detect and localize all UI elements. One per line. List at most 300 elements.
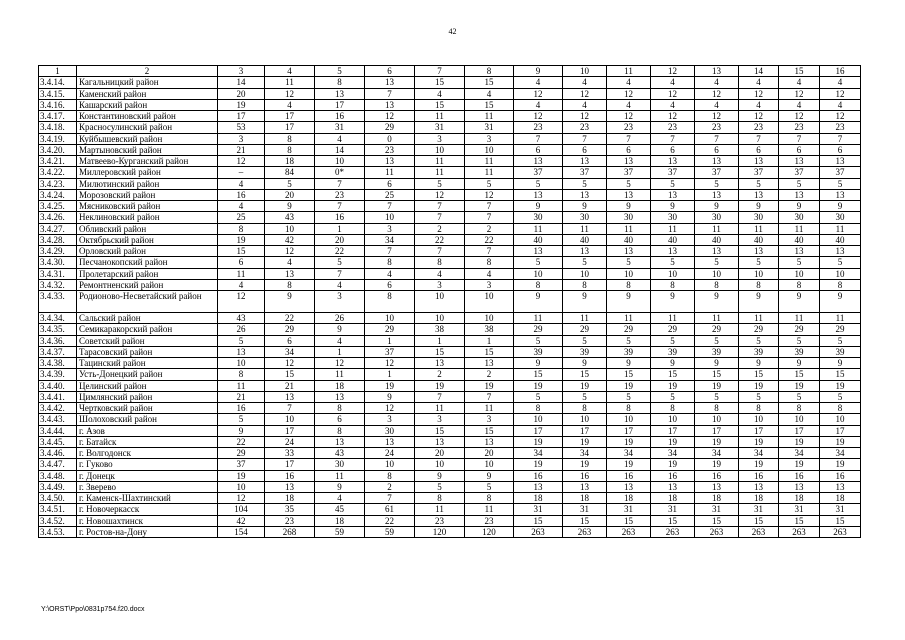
value-cell: 15 [265, 369, 315, 380]
value-cell: 34 [265, 346, 315, 357]
value-cell: 1 [365, 335, 415, 346]
table-row [39, 234, 861, 245]
value-cell: 3 [465, 414, 514, 425]
table-row [39, 335, 861, 346]
value-cell: 13 [365, 156, 415, 167]
value-cell: 19 [415, 380, 465, 391]
district-name: Усть-Донецкий район [77, 369, 218, 380]
value-cell: 15 [820, 515, 861, 526]
value-cell: 3 [365, 414, 415, 425]
value-cell: 34 [365, 234, 415, 245]
value-cell: 11 [695, 223, 739, 234]
table-row [39, 144, 861, 155]
value-cell: 22 [265, 313, 315, 324]
value-cell: 12 [514, 88, 563, 99]
value-cell: 12 [779, 88, 820, 99]
value-cell: 31 [739, 504, 779, 515]
value-cell: 13 [563, 156, 607, 167]
column-number-header: 16 [820, 66, 861, 77]
value-cell: 7 [415, 246, 465, 257]
value-cell: 4 [315, 133, 365, 144]
value-cell: 38 [415, 324, 465, 335]
value-cell: 10 [695, 414, 739, 425]
value-cell: 1 [415, 335, 465, 346]
value-cell: 8 [695, 279, 739, 290]
value-cell: 34 [779, 448, 820, 459]
value-cell: 9 [218, 425, 265, 436]
row-code: 3.4.22. [39, 167, 77, 178]
value-cell: 45 [315, 504, 365, 515]
table-row [39, 459, 861, 470]
value-cell: 11 [465, 167, 514, 178]
value-cell: 7 [465, 212, 514, 223]
value-cell: 13 [514, 481, 563, 492]
value-cell: 10 [365, 212, 415, 223]
value-cell: 37 [820, 167, 861, 178]
value-cell: 10 [651, 268, 695, 279]
value-cell: 7 [415, 212, 465, 223]
table-row [39, 257, 861, 268]
value-cell: 15 [779, 515, 820, 526]
value-cell: 12 [695, 88, 739, 99]
value-cell: 7 [607, 133, 651, 144]
row-code: 3.4.46. [39, 448, 77, 459]
district-name: Песчанокопский район [77, 257, 218, 268]
value-cell: 20 [265, 189, 315, 200]
value-cell: 12 [265, 246, 315, 257]
value-cell: 5 [563, 178, 607, 189]
table-row [39, 448, 861, 459]
value-cell: 7 [695, 133, 739, 144]
value-cell: 13 [607, 481, 651, 492]
value-cell: 12 [265, 358, 315, 369]
value-cell: 5 [415, 178, 465, 189]
row-code: 3.4.28. [39, 234, 77, 245]
value-cell: 11 [365, 167, 415, 178]
value-cell: 17 [265, 459, 315, 470]
column-number-header: 2 [77, 66, 218, 77]
value-cell: 8 [651, 279, 695, 290]
value-cell: 15 [415, 346, 465, 357]
value-cell: 5 [563, 257, 607, 268]
value-cell: 19 [695, 459, 739, 470]
value-cell: 10 [695, 268, 739, 279]
value-cell: 5 [651, 178, 695, 189]
column-number-header: 14 [739, 66, 779, 77]
row-code: 3.4.38. [39, 358, 77, 369]
value-cell: 9 [820, 201, 861, 212]
value-cell: 19 [820, 459, 861, 470]
value-cell: 30 [514, 212, 563, 223]
value-cell: 6 [315, 414, 365, 425]
district-name: г. Донецк [77, 470, 218, 481]
value-cell: 13 [265, 481, 315, 492]
value-cell: 4 [218, 178, 265, 189]
value-cell: 9 [607, 291, 651, 313]
value-cell: 12 [365, 358, 415, 369]
value-cell: 37 [779, 167, 820, 178]
value-cell: 13 [563, 189, 607, 200]
column-number-header: 4 [265, 66, 315, 77]
value-cell: 18 [265, 156, 315, 167]
value-cell: 6 [651, 144, 695, 155]
value-cell: 9 [607, 201, 651, 212]
table-row [39, 526, 861, 537]
table-row [39, 324, 861, 335]
value-cell: 59 [365, 526, 415, 537]
value-cell: 15 [607, 369, 651, 380]
value-cell: 16 [739, 470, 779, 481]
value-cell: 23 [739, 122, 779, 133]
value-cell: 7 [651, 133, 695, 144]
value-cell: 7 [820, 133, 861, 144]
row-code: 3.4.20. [39, 144, 77, 155]
value-cell: 8 [465, 493, 514, 504]
district-name: г. Ростов-на-Дону [77, 526, 218, 537]
value-cell: 12 [218, 156, 265, 167]
district-name: Чертковский район [77, 403, 218, 414]
value-cell: 21 [218, 391, 265, 402]
row-code: 3.4.33. [39, 291, 77, 313]
value-cell: 6 [779, 144, 820, 155]
value-cell: 3 [365, 223, 415, 234]
table-row [39, 470, 861, 481]
value-cell: 7 [779, 133, 820, 144]
value-cell: 10 [820, 268, 861, 279]
value-cell: 4 [563, 99, 607, 110]
value-cell: 3 [465, 133, 514, 144]
value-cell: 5 [514, 391, 563, 402]
value-cell: 13 [695, 481, 739, 492]
value-cell: 20 [315, 234, 365, 245]
value-cell: 5 [465, 178, 514, 189]
value-cell: 13 [695, 189, 739, 200]
value-cell: 9 [365, 391, 415, 402]
value-cell: 10 [218, 481, 265, 492]
value-cell: 9 [563, 291, 607, 313]
value-cell: 10 [739, 268, 779, 279]
value-cell: 10 [415, 459, 465, 470]
value-cell: 10 [415, 144, 465, 155]
value-cell: 23 [563, 122, 607, 133]
footer-file-path: Y:\ORST\Ppo\0831p754.f20.docx [41, 606, 145, 613]
value-cell: 19 [695, 380, 739, 391]
value-cell: 7 [465, 201, 514, 212]
value-cell: 13 [739, 481, 779, 492]
value-cell: 2 [465, 223, 514, 234]
value-cell: 9 [779, 201, 820, 212]
district-name: г. Волгодонск [77, 448, 218, 459]
value-cell: 17 [779, 425, 820, 436]
value-cell: 9 [820, 291, 861, 313]
column-number-header: 15 [779, 66, 820, 77]
value-cell: 10 [265, 414, 315, 425]
value-cell: 43 [265, 212, 315, 223]
value-cell: 19 [739, 380, 779, 391]
value-cell: 263 [820, 526, 861, 537]
value-cell: 15 [415, 425, 465, 436]
value-cell: 13 [365, 77, 415, 88]
value-cell: 19 [563, 436, 607, 447]
value-cell: 29 [695, 324, 739, 335]
value-cell: 15 [563, 515, 607, 526]
table-row [39, 481, 861, 492]
value-cell: 263 [695, 526, 739, 537]
value-cell: 23 [779, 122, 820, 133]
value-cell: 4 [465, 88, 514, 99]
value-cell: 9 [514, 358, 563, 369]
value-cell: 8 [779, 279, 820, 290]
value-cell: 5 [820, 391, 861, 402]
row-code: 3.4.53. [39, 526, 77, 537]
value-cell: 15 [465, 425, 514, 436]
value-cell: 13 [820, 156, 861, 167]
value-cell: 9 [315, 481, 365, 492]
value-cell: 8 [315, 403, 365, 414]
value-cell: 12 [218, 291, 265, 313]
value-cell: 18 [265, 493, 315, 504]
row-code: 3.4.51. [39, 504, 77, 515]
value-cell: 29 [514, 324, 563, 335]
row-code: 3.4.25. [39, 201, 77, 212]
district-name: г. Гуково [77, 459, 218, 470]
value-cell: 12 [563, 111, 607, 122]
value-cell: 8 [415, 493, 465, 504]
district-name: Шолоховский район [77, 414, 218, 425]
value-cell: 12 [607, 88, 651, 99]
value-cell: 61 [365, 504, 415, 515]
value-cell: 5 [779, 335, 820, 346]
value-cell: 4 [607, 77, 651, 88]
value-cell: 6 [563, 144, 607, 155]
value-cell: 263 [514, 526, 563, 537]
value-cell: 12 [365, 403, 415, 414]
district-name: Кашарский район [77, 99, 218, 110]
value-cell: 5 [607, 257, 651, 268]
value-cell: 16 [218, 403, 265, 414]
value-cell: 17 [695, 425, 739, 436]
value-cell: 13 [315, 391, 365, 402]
value-cell: 31 [651, 504, 695, 515]
value-cell: 8 [607, 403, 651, 414]
value-cell: 17 [563, 425, 607, 436]
value-cell: 42 [265, 234, 315, 245]
value-cell: 13 [218, 346, 265, 357]
value-cell: 1 [315, 346, 365, 357]
column-number-header: 9 [514, 66, 563, 77]
value-cell: 268 [265, 526, 315, 537]
value-cell: 5 [607, 178, 651, 189]
value-cell: 5 [315, 257, 365, 268]
value-cell: 4 [607, 99, 651, 110]
value-cell: 11 [607, 313, 651, 324]
value-cell: 11 [820, 313, 861, 324]
value-cell: 29 [365, 324, 415, 335]
value-cell: 19 [779, 459, 820, 470]
value-cell: 16 [695, 470, 739, 481]
value-cell: 20 [465, 448, 514, 459]
value-cell: 6 [607, 144, 651, 155]
value-cell: 40 [607, 234, 651, 245]
value-cell: 7 [365, 88, 415, 99]
statistics-table [38, 65, 861, 538]
value-cell: 11 [415, 167, 465, 178]
value-cell: 34 [607, 448, 651, 459]
value-cell: 7 [315, 268, 365, 279]
value-cell: 11 [820, 223, 861, 234]
value-cell: 31 [465, 122, 514, 133]
value-cell: 14 [218, 77, 265, 88]
value-cell: 17 [514, 425, 563, 436]
value-cell: 9 [779, 291, 820, 313]
value-cell: 13 [563, 246, 607, 257]
value-cell: 4 [465, 268, 514, 279]
value-cell: 12 [779, 111, 820, 122]
value-cell: 13 [514, 246, 563, 257]
district-name: Обливский район [77, 223, 218, 234]
value-cell: 5 [651, 257, 695, 268]
value-cell: 22 [415, 234, 465, 245]
value-cell: 21 [265, 380, 315, 391]
value-cell: 12 [820, 88, 861, 99]
row-code: 3.4.16. [39, 99, 77, 110]
value-cell: 19 [365, 380, 415, 391]
value-cell: 8 [365, 470, 415, 481]
value-cell: 8 [514, 403, 563, 414]
value-cell: 30 [820, 212, 861, 223]
value-cell: 10 [365, 459, 415, 470]
table-row [39, 133, 861, 144]
value-cell: 5 [607, 391, 651, 402]
table-row [39, 414, 861, 425]
row-code: 3.4.32. [39, 279, 77, 290]
district-name: г. Новочеркасск [77, 504, 218, 515]
value-cell: 10 [365, 313, 415, 324]
table-row [39, 380, 861, 391]
value-cell: 263 [739, 526, 779, 537]
table-row [39, 515, 861, 526]
value-cell: 5 [651, 391, 695, 402]
value-cell: 30 [607, 212, 651, 223]
value-cell: 11 [514, 223, 563, 234]
value-cell: 43 [218, 313, 265, 324]
district-name: Неклиновский район [77, 212, 218, 223]
value-cell: 10 [820, 414, 861, 425]
value-cell: 7 [465, 391, 514, 402]
value-cell: 3 [465, 279, 514, 290]
value-cell: 9 [695, 358, 739, 369]
row-code: 3.4.35. [39, 324, 77, 335]
value-cell: 15 [514, 369, 563, 380]
value-cell: 6 [695, 144, 739, 155]
value-cell: 15 [739, 515, 779, 526]
value-cell: 8 [265, 279, 315, 290]
column-number-header: 8 [465, 66, 514, 77]
value-cell: 5 [820, 335, 861, 346]
row-code: 3.4.50. [39, 493, 77, 504]
value-cell: 15 [607, 515, 651, 526]
row-code: 3.4.52. [39, 515, 77, 526]
value-cell: 9 [514, 201, 563, 212]
row-code: 3.4.39. [39, 369, 77, 380]
value-cell: 15 [695, 369, 739, 380]
value-cell: 19 [465, 380, 514, 391]
value-cell: 13 [415, 436, 465, 447]
value-cell: 19 [779, 436, 820, 447]
value-cell: 5 [607, 335, 651, 346]
value-cell: 4 [695, 99, 739, 110]
value-cell: 1 [465, 335, 514, 346]
table-row [39, 156, 861, 167]
value-cell: 4 [315, 279, 365, 290]
row-code: 3.4.42. [39, 403, 77, 414]
value-cell: 16 [265, 470, 315, 481]
value-cell: 11 [465, 111, 514, 122]
value-cell: 40 [563, 234, 607, 245]
table-row [39, 369, 861, 380]
value-cell: 17 [607, 425, 651, 436]
table-row [39, 425, 861, 436]
value-cell: 8 [465, 257, 514, 268]
row-code: 3.4.43. [39, 414, 77, 425]
value-cell: 9 [265, 201, 315, 212]
value-cell: 9 [563, 358, 607, 369]
value-cell: 13 [820, 481, 861, 492]
row-code: 3.4.17. [39, 111, 77, 122]
value-cell: 8 [739, 403, 779, 414]
row-code: 3.4.40. [39, 380, 77, 391]
value-cell: 30 [779, 212, 820, 223]
value-cell: 13 [779, 189, 820, 200]
value-cell: 9 [563, 201, 607, 212]
value-cell: 29 [563, 324, 607, 335]
value-cell: 8 [563, 279, 607, 290]
value-cell: 9 [739, 201, 779, 212]
district-name: Цимлянский район [77, 391, 218, 402]
value-cell: 3 [415, 414, 465, 425]
value-cell: 4 [514, 99, 563, 110]
value-cell: 23 [607, 122, 651, 133]
value-cell: 23 [695, 122, 739, 133]
value-cell: 5 [218, 335, 265, 346]
value-cell: 53 [218, 122, 265, 133]
value-cell: 18 [820, 493, 861, 504]
value-cell: 10 [779, 268, 820, 279]
value-cell: 9 [739, 358, 779, 369]
value-cell: 5 [695, 391, 739, 402]
table-row [39, 167, 861, 178]
value-cell: 4 [779, 77, 820, 88]
value-cell: 13 [739, 246, 779, 257]
value-cell: 13 [265, 391, 315, 402]
value-cell: 13 [465, 436, 514, 447]
value-cell: 263 [607, 526, 651, 537]
value-cell: 34 [563, 448, 607, 459]
district-name: Мартыновский район [77, 144, 218, 155]
value-cell: 19 [820, 436, 861, 447]
value-cell: 8 [365, 291, 415, 313]
value-cell: 1 [365, 369, 415, 380]
value-cell: 13 [563, 481, 607, 492]
value-cell: 23 [820, 122, 861, 133]
value-cell: 8 [651, 403, 695, 414]
value-cell: 11 [415, 156, 465, 167]
value-cell: 10 [315, 156, 365, 167]
value-cell: 12 [218, 493, 265, 504]
value-cell: 17 [315, 99, 365, 110]
value-cell: 5 [695, 178, 739, 189]
row-code: 3.4.26. [39, 212, 77, 223]
